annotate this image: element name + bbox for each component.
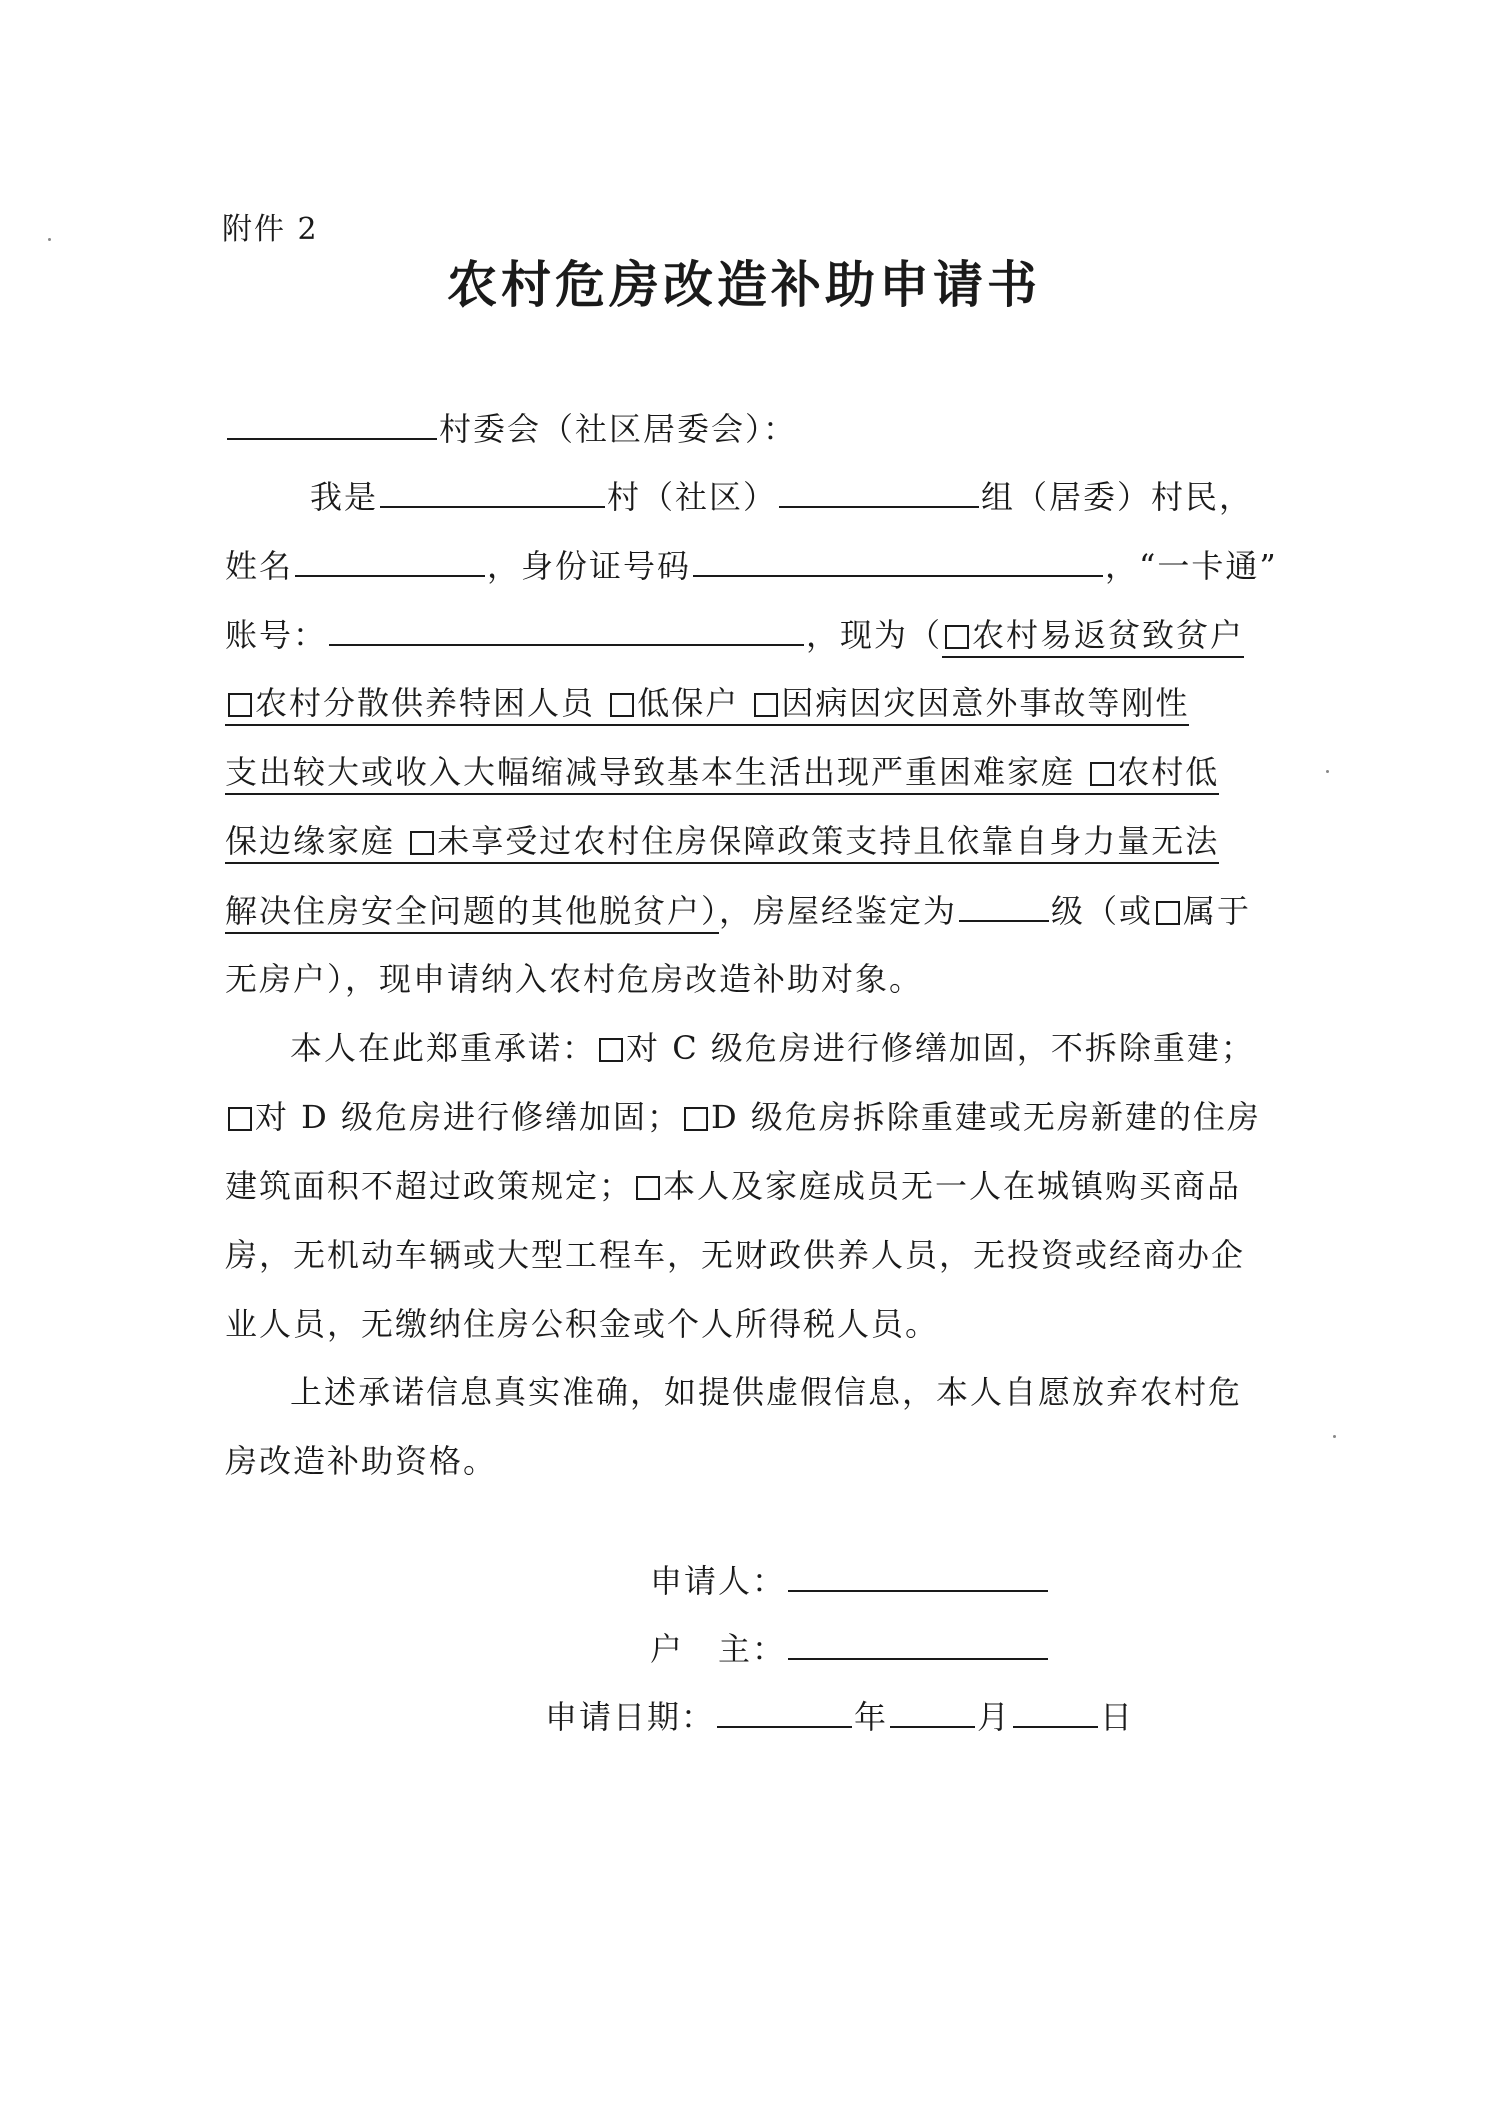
para2-line5: 业人员，无缴纳住房公积金或个人所得税人员。 (225, 1305, 940, 1343)
para2-text: 本人在此郑重承诺： (290, 1029, 597, 1067)
checkbox-no-house[interactable] (1156, 901, 1180, 925)
para2-line3 (225, 1166, 1241, 1206)
year-label: 年 (854, 1698, 889, 1736)
checkbox-option-4[interactable] (754, 693, 778, 717)
applicant-label: 申请人： (650, 1562, 787, 1600)
para1-text: 组（居委）村民， (981, 478, 1254, 516)
checkbox-pledge-c-repair[interactable] (599, 1038, 623, 1062)
para2-text: 本人及家庭成员无一人在城镇购买商品 (663, 1167, 1242, 1205)
id-number-blank[interactable] (693, 545, 1103, 577)
para1-line6 (225, 821, 1219, 861)
year-blank[interactable] (717, 1696, 852, 1728)
para1-line8: 无房户），现申请纳入农村危房改造补助对象。 (225, 960, 924, 998)
month-blank[interactable] (890, 1696, 975, 1728)
option-text: 农村分散供养特困人员 (255, 684, 596, 722)
option-text: 未享受过农村住房保障政策支持且依靠自身力量无法 (437, 822, 1220, 860)
house-grade-blank[interactable] (959, 890, 1049, 922)
para1-text: ，身份证号码 (487, 547, 692, 585)
month-label: 月 (977, 1698, 1012, 1736)
account-number-blank[interactable] (329, 614, 804, 646)
salutation-line (225, 408, 797, 449)
householder-label: 户 主： (650, 1630, 787, 1668)
para1-text: 村（社区） (607, 478, 778, 516)
para1-line2 (225, 545, 1278, 586)
scan-speck (1326, 770, 1329, 773)
village-blank[interactable] (380, 476, 605, 508)
para3-line1: 上述承诺信息真实准确，如提供虚假信息，本人自愿放弃农村危 (290, 1373, 1243, 1411)
document-title: 农村危房改造补助申请书 (447, 255, 1041, 314)
checkbox-option-3[interactable] (610, 693, 634, 717)
para1-text: 级（或 (1051, 892, 1154, 930)
date-row (545, 1696, 1134, 1737)
checkbox-pledge-no-property[interactable] (636, 1176, 660, 1200)
day-label: 日 (1100, 1698, 1135, 1736)
salutation-text: 村委会（社区居委会）： (439, 410, 798, 448)
checkbox-option-6[interactable] (410, 831, 434, 855)
checkbox-pledge-d-rebuild[interactable] (684, 1107, 708, 1131)
para1-line1 (310, 476, 1253, 517)
option-text: 支出较大或收入大幅缩减导致基本生活出现严重困难家庭 (225, 753, 1076, 791)
para1-text: 我是 (310, 478, 379, 516)
checkbox-pledge-d-repair[interactable] (228, 1107, 252, 1131)
para2-text: 对 C 级危房进行修缮加固，不拆除重建； (626, 1029, 1255, 1067)
para1-line4 (225, 683, 1189, 723)
village-committee-blank[interactable] (227, 408, 437, 440)
attachment-label: 附件 2 (222, 212, 319, 247)
option-text: 低保户 (637, 684, 740, 722)
option-text: 保边缘家庭 (225, 822, 396, 860)
option-text: 农村低 (1117, 753, 1220, 791)
para2-text: D 级危房拆除重建或无房新建的住房 (711, 1098, 1261, 1136)
householder-row (650, 1628, 1050, 1669)
para1-text: ，“一卡通” (1105, 547, 1278, 585)
checkbox-option-2[interactable] (228, 693, 252, 717)
applicant-row (650, 1560, 1050, 1601)
applicant-signature-blank[interactable] (788, 1560, 1048, 1592)
option-text: 解决住房安全问题的其他脱贫户） (225, 892, 719, 934)
para2-line2 (225, 1097, 1261, 1137)
para2-line4: 房，无机动车辆或大型工程车，无财政供养人员，无投资或经商办企 (225, 1236, 1246, 1274)
date-label: 申请日期： (545, 1698, 716, 1736)
para2-line1 (290, 1028, 1255, 1068)
para1-text: ，现为（ (806, 616, 943, 654)
householder-signature-blank[interactable] (788, 1628, 1048, 1660)
para1-line3 (225, 614, 1244, 655)
scan-speck (1333, 1435, 1336, 1438)
group-blank[interactable] (779, 476, 979, 508)
para2-text: 对 D 级危房进行修缮加固； (255, 1098, 682, 1136)
para1-text: 账号： (225, 616, 328, 654)
para1-text: ，房屋经鉴定为 (719, 892, 958, 930)
checkbox-option-1[interactable] (945, 625, 969, 649)
para1-text: 属于 (1183, 892, 1252, 930)
option-text: 因病因灾因意外事故等刚性 (781, 684, 1190, 722)
para2-text: 建筑面积不超过政策规定； (225, 1167, 634, 1205)
para1-text: 姓名 (225, 547, 294, 585)
option-text: 农村易返贫致贫户 (972, 616, 1245, 654)
checkbox-option-5[interactable] (1090, 762, 1114, 786)
name-blank[interactable] (295, 545, 485, 577)
day-blank[interactable] (1013, 1696, 1098, 1728)
para3-line2: 房改造补助资格。 (225, 1442, 498, 1480)
scan-speck (48, 238, 51, 241)
para1-line7 (225, 890, 1251, 931)
para1-line5 (225, 752, 1219, 792)
option-1 (942, 616, 1244, 658)
